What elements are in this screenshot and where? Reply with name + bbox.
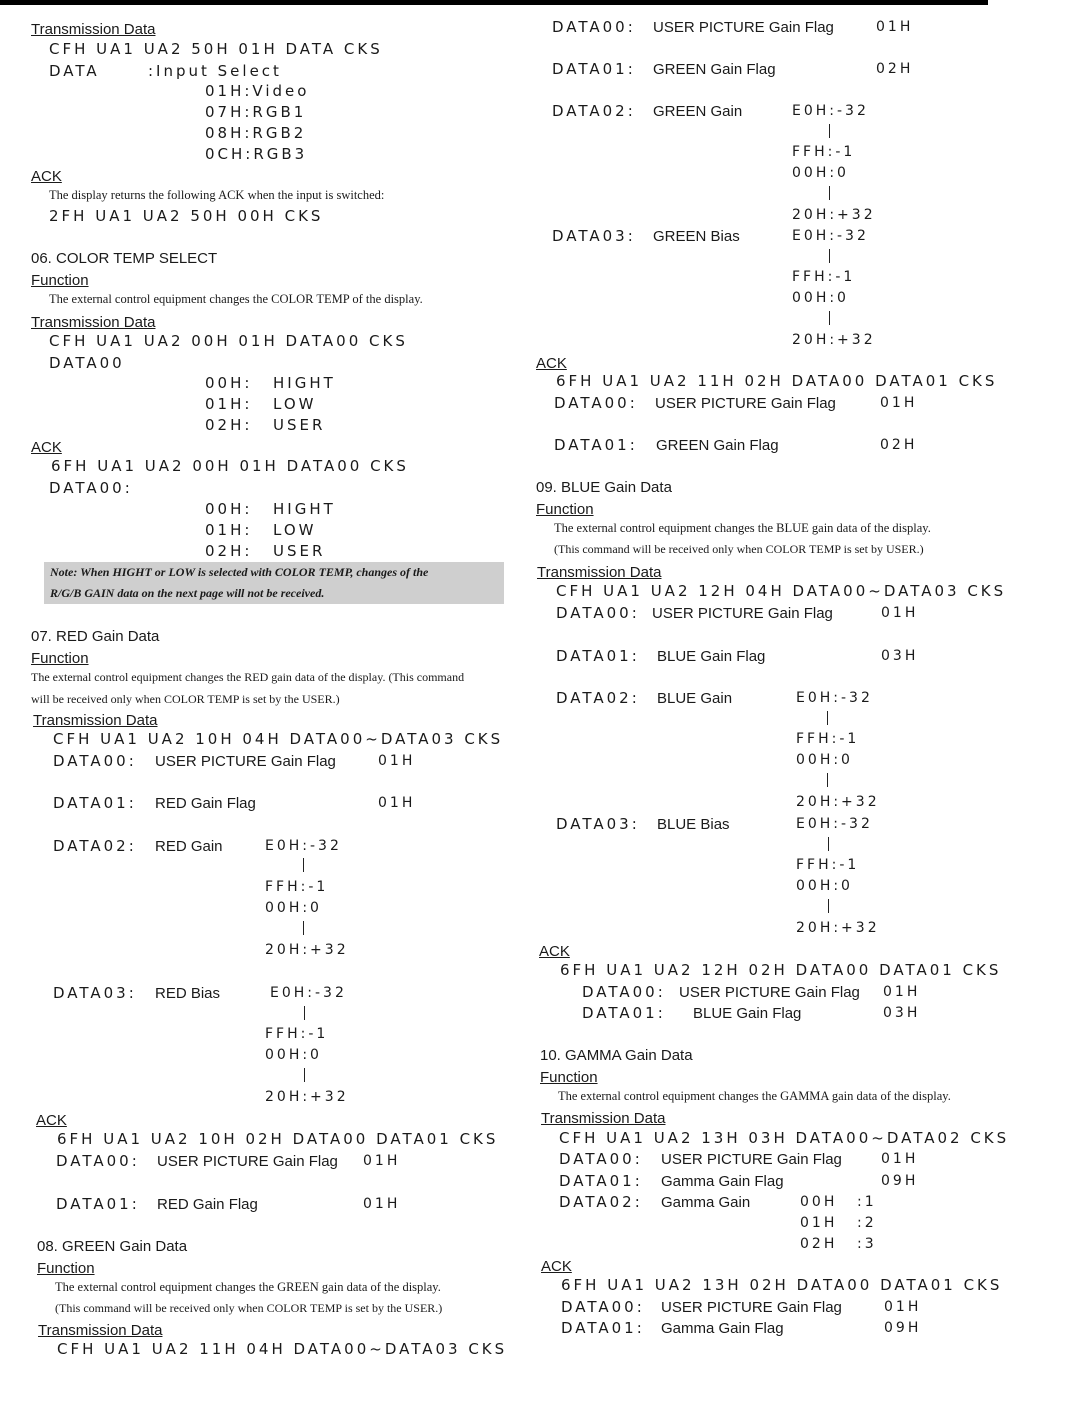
function-text: (This command will be received only when COLOR TEMP is set by the USER.) — [55, 1301, 443, 1315]
data-key: DATA01: — [53, 794, 137, 812]
data-key: DATA00: — [554, 394, 638, 412]
ack-label: ACK — [536, 355, 567, 372]
input-option: 07H:RGB1 — [205, 103, 307, 121]
data-name: GREEN Gain Flag — [656, 437, 779, 454]
note-box — [44, 562, 504, 604]
note-line: Note: When HIGHT or LOW is selected with COLOR TEMP, changes of the — [50, 565, 429, 579]
transmission-data-label: Transmission Data — [31, 314, 156, 331]
gamma-code: 01H — [800, 1215, 838, 1231]
data-name: USER PICTURE Gain Flag — [653, 19, 834, 36]
range-connector — [828, 837, 829, 851]
data-name: USER PICTURE Gain Flag — [155, 753, 336, 770]
ack-label: ACK — [31, 168, 62, 185]
section-title: 08. GREEN Gain Data — [37, 1238, 188, 1255]
data-key: DATA00: — [53, 752, 137, 770]
data-name: USER PICTURE Gain Flag — [655, 395, 836, 412]
range-value: 00H:0 — [792, 290, 849, 306]
ack-command: 2FH UA1 UA2 50H 00H CKS — [49, 207, 324, 225]
data-name: BLUE Gain Flag — [693, 1005, 802, 1022]
function-label: Function — [536, 501, 594, 518]
data-value: 02H — [880, 437, 918, 453]
gamma-code: 02H — [800, 1236, 838, 1252]
range-value: 20H:+32 — [265, 942, 349, 958]
transmission-data-label: Transmission Data — [38, 1322, 163, 1339]
range-value: 20H:+32 — [792, 332, 876, 348]
data-key: DATA01: — [552, 60, 636, 78]
range-value: 20H:+32 — [796, 920, 880, 936]
ack-command: 6FH UA1 UA2 12H 02H DATA00 DATA01 CKS — [560, 961, 1002, 979]
transmission-command: CFH UA1 UA2 50H 01H DATA CKS — [49, 40, 383, 58]
data-name: USER PICTURE Gain Flag — [157, 1153, 338, 1170]
data-key: DATA00: — [56, 1152, 140, 1170]
range-value: E0H:-32 — [265, 838, 342, 854]
data-value: 02H — [876, 61, 914, 77]
data-value: 03H — [883, 1005, 921, 1021]
transmission-command: CFH UA1 UA2 00H 01H DATA00 CKS — [49, 332, 408, 350]
option-code: 02H: — [205, 542, 253, 560]
data-value: 03H — [881, 648, 919, 664]
ack-label: ACK — [539, 943, 570, 960]
range-connector — [304, 1068, 305, 1082]
ack-command: 6FH UA1 UA2 11H 02H DATA00 DATA01 CKS — [556, 372, 998, 390]
data-name: Gamma Gain — [661, 1194, 751, 1211]
data-key: DATA03: — [556, 815, 640, 833]
range-value: 20H:+32 — [792, 207, 876, 223]
data-name: RED Gain Flag — [157, 1196, 258, 1213]
range-value: E0H:-32 — [792, 103, 869, 119]
data-value: 01H — [880, 395, 918, 411]
option-name: HIGHT — [273, 500, 336, 518]
range-value: FFH:-1 — [792, 269, 856, 285]
range-connector — [829, 249, 830, 263]
input-option: 08H:RGB2 — [205, 124, 307, 142]
note-line: R/G/B GAIN data on the next page will not be received. — [50, 586, 325, 600]
range-connector — [828, 899, 829, 913]
data-name: USER PICTURE Gain Flag — [679, 984, 860, 1001]
data-key: DATA02: — [53, 837, 137, 855]
range-value: E0H:-32 — [792, 228, 869, 244]
data-key: DATA02: — [556, 689, 640, 707]
data-name: RED Gain Flag — [155, 795, 256, 812]
option-code: 02H: — [205, 416, 253, 434]
data-key: DATA01: — [561, 1319, 645, 1337]
range-connector — [829, 124, 830, 138]
range-value: FFH:-1 — [265, 879, 329, 895]
function-label: Function — [31, 272, 89, 289]
data-value: 09H — [884, 1320, 922, 1336]
data-name: RED Gain — [155, 838, 223, 855]
function-text: The external control equipment changes the COLOR TEMP of the display. — [49, 292, 423, 306]
data-value: 01H — [876, 19, 914, 35]
data-name: GREEN Gain — [653, 103, 743, 120]
data-key: DATA01: — [559, 1172, 643, 1190]
data-value: 01H — [378, 753, 416, 769]
data-name: USER PICTURE Gain Flag — [661, 1151, 842, 1168]
range-connector — [304, 1006, 305, 1020]
range-value: E0H:-32 — [270, 985, 347, 1001]
data-key: DATA03: — [53, 984, 137, 1002]
data-name: BLUE Gain — [657, 690, 733, 707]
option-name: USER — [273, 416, 326, 434]
range-value: 20H:+32 — [265, 1089, 349, 1105]
data-key: DATA02: — [552, 102, 636, 120]
data-description: :Input Select — [148, 62, 282, 80]
data-name: Gamma Gain Flag — [661, 1173, 784, 1190]
data-key: DATA01: — [56, 1195, 140, 1213]
range-connector — [827, 711, 828, 725]
option-name: USER — [273, 542, 326, 560]
data-key: DATA01: — [556, 647, 640, 665]
data-key: DATA00: — [552, 18, 636, 36]
data-key: DATA02: — [559, 1193, 643, 1211]
data-value: 01H — [881, 1151, 919, 1167]
data-name: BLUE Bias — [657, 816, 730, 833]
data-key: DATA00: — [556, 604, 640, 622]
range-value: 00H:0 — [265, 1047, 322, 1063]
section-title: 07. RED Gain Data — [31, 628, 160, 645]
transmission-data-label: Transmission Data — [537, 564, 662, 581]
transmission-command: CFH UA1 UA2 11H 04H DATA00~DATA03 CKS — [57, 1340, 508, 1358]
option-name: LOW — [273, 395, 317, 413]
function-text: The external control equipment changes the GREEN gain data of the display. — [55, 1280, 441, 1294]
function-label: Function — [37, 1260, 95, 1277]
function-text: The external control equipment changes the BLUE gain data of the display. — [554, 521, 931, 535]
data-key: DATA00: — [49, 479, 133, 497]
gamma-value: :2 — [857, 1215, 877, 1231]
data-value: 01H — [881, 605, 919, 621]
data-name: BLUE Gain Flag — [657, 648, 766, 665]
range-value: 00H:0 — [792, 165, 849, 181]
transmission-data-label: Transmission Data — [541, 1110, 666, 1127]
ack-label: ACK — [31, 439, 62, 456]
range-value: FFH:-1 — [265, 1026, 329, 1042]
gamma-value: :1 — [857, 1194, 877, 1210]
data-value: 09H — [881, 1173, 919, 1189]
data-key: DATA00: — [559, 1150, 643, 1168]
data-key: DATA00: — [561, 1298, 645, 1316]
ack-command: 6FH UA1 UA2 00H 01H DATA00 CKS — [51, 457, 409, 475]
range-value: 00H:0 — [265, 900, 322, 916]
ack-label: ACK — [36, 1112, 67, 1129]
option-name: HIGHT — [273, 374, 336, 392]
ack-command: 6FH UA1 UA2 10H 02H DATA00 DATA01 CKS — [57, 1130, 499, 1148]
gamma-code: 00H — [800, 1194, 838, 1210]
gamma-value: :3 — [857, 1236, 877, 1252]
data-key: DATA01: — [582, 1004, 666, 1022]
range-value: E0H:-32 — [796, 816, 873, 832]
range-connector — [829, 311, 830, 325]
option-code: 00H: — [205, 374, 253, 392]
data-value: 01H — [363, 1196, 401, 1212]
input-option: 0CH:RGB3 — [205, 145, 308, 163]
transmission-command: CFH UA1 UA2 13H 03H DATA00~DATA02 CKS — [559, 1129, 1010, 1147]
data-name: USER PICTURE Gain Flag — [661, 1299, 842, 1316]
input-option: 01H:Video — [205, 82, 310, 100]
transmission-data-label: Transmission Data — [31, 21, 156, 38]
section-title: 06. COLOR TEMP SELECT — [31, 250, 218, 267]
data-name: Gamma Gain Flag — [661, 1320, 784, 1337]
top-rule — [0, 0, 988, 5]
range-value: FFH:-1 — [796, 857, 860, 873]
range-value: 00H:0 — [796, 752, 853, 768]
range-connector — [827, 773, 828, 787]
ack-label: ACK — [541, 1258, 572, 1275]
data-key: DATA00: — [582, 983, 666, 1001]
range-connector — [303, 858, 304, 872]
transmission-data-label: Transmission Data — [33, 712, 158, 729]
data-name: USER PICTURE Gain Flag — [652, 605, 833, 622]
range-connector — [829, 186, 830, 200]
range-value: FFH:-1 — [792, 144, 856, 160]
data-value: 01H — [378, 795, 416, 811]
data-key: DATA01: — [554, 436, 638, 454]
ack-description: The display returns the following ACK when the input is switched: — [49, 188, 385, 202]
option-code: 01H: — [205, 395, 253, 413]
ack-command: 6FH UA1 UA2 13H 02H DATA00 DATA01 CKS — [561, 1276, 1003, 1294]
data-value: 01H — [363, 1153, 401, 1169]
function-label: Function — [31, 650, 89, 667]
section-title: 09. BLUE Gain Data — [536, 479, 672, 496]
data-value: 01H — [883, 984, 921, 1000]
range-connector — [303, 921, 304, 935]
data-name: RED Bias — [155, 985, 221, 1002]
data-value: 01H — [884, 1299, 922, 1315]
function-label: Function — [540, 1069, 598, 1086]
transmission-command: CFH UA1 UA2 10H 04H DATA00~DATA03 CKS — [53, 730, 504, 748]
function-text: The external control equipment changes the GAMMA gain data of the display. — [558, 1089, 951, 1103]
function-text: (This command will be received only when COLOR TEMP is set by USER.) — [554, 542, 924, 556]
data-name: GREEN Bias — [653, 228, 740, 245]
section-title: 10. GAMMA Gain Data — [540, 1047, 693, 1064]
function-text: The external control equipment changes the RED gain data of the display. (This command — [31, 670, 465, 684]
data-key: DATA — [49, 62, 100, 80]
range-value: 00H:0 — [796, 878, 853, 894]
range-value: 20H:+32 — [796, 794, 880, 810]
range-value: E0H:-32 — [796, 690, 873, 706]
transmission-command: CFH UA1 UA2 12H 04H DATA00~DATA03 CKS — [556, 582, 1007, 600]
data-key: DATA00 — [49, 354, 125, 372]
function-text: will be received only when COLOR TEMP is set by the USER.) — [31, 692, 340, 706]
option-code: 00H: — [205, 500, 253, 518]
option-code: 01H: — [205, 521, 253, 539]
data-name: GREEN Gain Flag — [653, 61, 776, 78]
data-key: DATA03: — [552, 227, 636, 245]
range-value: FFH:-1 — [796, 731, 860, 747]
option-name: LOW — [273, 521, 317, 539]
